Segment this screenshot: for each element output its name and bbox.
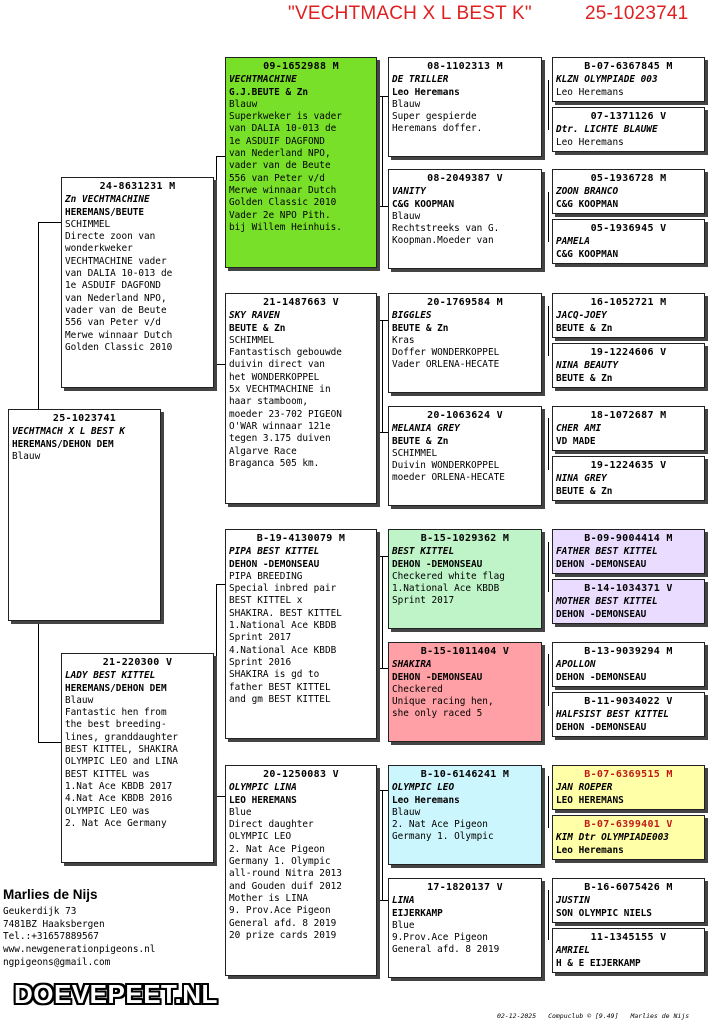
gen4-card[interactable] [552,57,705,102]
owner: BEUTE & Zn [556,372,613,384]
pigeon-name: BIGGLES [392,310,432,322]
ring-number: 16-1052721 M [590,297,667,308]
pigeon-name: JUSTIN [556,895,590,907]
gen3-card[interactable]: 08-1102313 M DE TRILLER Leo Heremans Blauw Super gespierde Heremans doffer. [388,57,542,157]
owner: LEO HEREMANS [556,794,624,806]
owner: HEREMANS/BEUTE [65,206,145,218]
breeder-info [3,889,155,970]
owner: G.J.BEUTE & Zn [229,86,309,98]
ring-number: B-13-9039294 M [584,646,673,657]
gen4-card[interactable] [552,878,705,923]
pigeon-name: OLYMPIC LEO [392,782,455,794]
gen4-card[interactable] [552,293,705,338]
gen3-card[interactable]: B-10-6146241 M OLYMPIC LEO Leo Heremans Blauw 2. Nat Ace Pigeon Germany 1. Olympic [388,765,542,865]
description: Blauw Superkweker is vader van DALIA 10-013 de 1e ASDUIF DAGFOND van Nederland NPO, vader van de Beute 556 van Peter v/d Merwe winnaar Dutch Golden Classic 2010 Vader 2e NPO Pith. bij Willem Heinhuis. [229,98,342,233]
ring-number: 05-1936728 M [590,173,667,184]
ring-number: 25-1023741 [52,413,117,424]
pigeon-name: VECHTMACH X L BEST K [12,426,125,438]
owner: Leo Heremans [392,86,460,98]
pigeon-name: FATHER BEST KITTEL [556,546,658,558]
pigeon-name: SKY RAVEN [229,310,280,322]
footer-date: 02-12-2025 [497,1012,537,1020]
owner: EIJERKAMP [392,907,443,919]
email-link[interactable]: ngpigeons@gmail.com [3,956,111,968]
connector [548,776,549,828]
owner: C&G KOOPMAN [556,248,619,260]
connector [216,156,217,364]
page-title [288,3,698,25]
owner: DEHON -DEMONSEAU [556,671,647,683]
ring-number: 21-1487663 V [263,297,339,308]
ring-number: 08-2049387 V [427,173,503,184]
connector [216,584,217,796]
owner: DEHON -DEMONSEAU [556,608,647,620]
connector [382,320,383,432]
ring-number: 20-1250083 V [263,769,339,780]
ring-number: 21-220300 V [102,657,173,668]
owner: SON OLYMPIC NIELS [556,907,652,919]
pigeon-name: KLZN OLYMPIADE 003 [556,74,658,86]
pigeon-name: BEST KITTEL [392,546,455,558]
owner: VD MADE [556,435,596,447]
gen3-card[interactable]: 20-1063624 V MELANIA GREY BEUTE & Zn SCHIMMEL Duivin WONDERKOPPEL moeder ORLENA-HECATE [388,406,542,506]
pigeon-name: VANITY [392,186,426,198]
phone-line: Tel.:+31657889567 [3,931,99,943]
connector [382,556,383,668]
connector [548,80,549,130]
granddam-maternal-card[interactable] [225,765,377,976]
owner: BEUTE & Zn [229,322,286,334]
owner: HEREMANS/DEHON DEM [12,438,114,450]
gen3-card[interactable]: 17-1820137 V LINA EIJERKAMP Blue 9.Prov.Ace Pigeon General afd. 8 2019 [388,878,542,978]
color: Blauw [12,450,41,462]
pigeon-name: LADY BEST KITTEL [65,670,156,682]
gen4-card[interactable] [552,928,705,973]
ring-number: B-16-6075426 M [584,882,673,893]
description: SCHIMMEL Directe zoon van wonderkweker VECHTMACHINE vader van DALIA 10-013 de 1e ASDUIF DAGFOND van Nederland NPO, vader van de Beute 556 van Peter v/d Merwe winnaar Dutch Golden Classic 2010 [65,218,173,353]
gen4-card[interactable] [552,815,705,860]
connector [38,222,39,410]
gen3-card[interactable]: B-15-1011404 V SHAKIRA DEHON -DEMONSEAU Checkered Unique racing hen, she only raced 5 [388,642,542,742]
pigeon-name: PIPA BEST KITTEL [229,546,320,558]
ring-number: 09-1652988 M [263,61,339,72]
pigeon-name: JAN ROEPER [556,782,613,794]
pigeon-name: APOLLON [556,659,596,671]
gen3-card[interactable]: 08-2049387 V VANITY C&G KOOPMAN Blauw Rechtstreeks van G. Koopman.Moeder van [388,169,542,269]
pigeon-name: OLYMPIC LINA [229,782,297,794]
pigeon-name: Zn VECHTMACHINE [65,194,150,206]
owner: BEUTE & Zn [392,435,449,447]
ring-number: B-15-1011404 V [420,646,510,657]
ring-number: 08-1102313 M [427,61,503,72]
connector [548,654,549,706]
gen4-card[interactable] [552,107,705,152]
watermark-logo: DOEVEPEET.NL [14,979,218,1009]
gen3-card[interactable]: B-15-1029362 M BEST KITTEL DEHON -DEMONSEAU Checkered white flag 1.National Ace KBDB Sprint 2017 [388,529,542,629]
ring-number: 20-1769584 M [427,297,503,308]
owner: C&G KOOPMAN [392,198,455,210]
grandsire-maternal-card[interactable] [225,529,377,739]
connector [38,742,62,743]
ring-number: B-14-1034371 V [584,583,673,594]
connector [38,222,62,223]
ring-number: B-11-9034022 V [584,696,673,707]
title-name: "VECHTMACH X L BEST K" [288,3,532,24]
gen4-card[interactable] [552,642,705,687]
description: SCHIMMEL Fantastisch gebouwde duivin direct van het WONDERKOPPEL 5x VECHTMACHINE in haar stamboom, moeder 23-702 PIGEON O'WAR winnaar 121e tegen 3.175 duiven Algarve Race Braganca 505 km. [229,334,342,469]
pigeon-name: DE TRILLER [392,74,449,86]
address-line: Geukerdijk 73 [3,905,77,917]
ring-number: 19-1224606 V [590,347,667,358]
ring-number: 18-1072687 M [590,410,667,421]
footer [497,1012,697,1020]
gen4-card[interactable] [552,219,705,264]
pigeon-name: Dtr. LICHTE BLAUWE [556,124,658,136]
connector [548,306,549,356]
breeder-name: Marlies de Nijs [3,887,98,902]
owner: Leo Heremans [556,844,624,856]
owner: Leo Heremans [556,86,624,98]
owner: BEUTE & Zn [556,322,613,334]
pigeon-name: ZOON BRANCO [556,186,619,198]
ring-number: B-19-4130079 M [256,533,346,544]
subject-pigeon-card[interactable] [8,409,161,621]
gen3-card[interactable]: 20-1769584 M BIGGLES BEUTE & Zn Kras Doffer WONDERKOPPEL Vader ORLENA-HECATE [388,293,542,393]
owner: DEHON -DEMONSEAU [556,558,647,570]
owner: DEHON -DEMONSEAU [556,721,647,733]
owner: Leo Heremans [556,136,624,148]
title-ring: 25-1023741 [585,3,689,24]
pigeon-name: PAMELA [556,236,590,248]
ring-number: B-09-9004414 M [584,533,673,544]
ring-number: 17-1820137 V [427,882,503,893]
owner: DEHON -DEMONSEAU [392,558,483,570]
owner: HEREMANS/DEHON DEM [65,682,167,694]
connector [548,418,549,470]
owner: DEHON -DEMONSEAU [392,671,483,683]
description: Blauw Fantastic hen from the best breeding- lines, granddaughter BEST KITTEL, SHAKIRA OLYMPIC LEO and LINA BEST KITTEL was 1.Nat Ace KBDB 2017 4.Nat Ace KBDB 2016 OLYMPIC LEO was 2. Nat Ace Germany [65,694,178,829]
ring-number: 07-1371126 V [590,111,667,122]
ring-number: 19-1224635 V [590,460,667,471]
pigeon-name: HALFSIST BEST KITTEL [556,709,669,721]
pigeon-name: AMRIEL [556,945,590,957]
connector [548,890,549,940]
description: Blue Direct daughter OLYMPIC LEO 2. Nat Ace Pigeon Germany 1. Olympic all-round Nitra 2013 and Gouden duif 2012 Mother is LINA 9. Prov.Ace Pigeon General afd. 8 2019 20 prize cards 2019 [229,806,342,941]
ring-number: 20-1063624 V [427,410,503,421]
gen4-card[interactable] [552,579,705,624]
pigeon-name: SHAKIRA [392,659,432,671]
owner: DEHON -DEMONSEAU [229,558,320,570]
pigeon-name: CHER AMI [556,423,602,435]
connector [548,542,549,592]
pigeon-name: NINA GREY [556,473,607,485]
gen4-card[interactable] [552,529,705,574]
ring-number: B-15-1029362 M [420,533,510,544]
pigeon-name: NINA BEAUTY [556,360,619,372]
pigeon-name: JACQ-JOEY [556,310,607,322]
pigeon-name: KIM Dtr OLYMPIADE003 [556,832,669,844]
granddam-paternal-card[interactable] [225,293,377,504]
gen4-card[interactable] [552,456,705,501]
gen4-card[interactable] [552,765,705,810]
owner: BEUTE & Zn [556,485,613,497]
pigeon-name: LINA [392,895,415,907]
ring-number: 24-8631231 M [99,181,176,192]
connector [548,192,549,242]
ring-number: B-07-6369515 M [584,769,673,780]
connector [382,790,383,900]
connector [38,620,39,742]
ring-number: 05-1936945 V [590,223,667,234]
pigeon-name: MOTHER BEST KITTEL [556,596,658,608]
pigeon-name: MELANIA GREY [392,423,460,435]
owner: BEUTE & Zn [392,322,449,334]
grandsire-paternal-card[interactable] [225,57,377,268]
owner: C&G KOOPMAN [556,198,619,210]
owner: Leo Heremans [392,794,460,806]
footer-author: Marlies de Nijs [630,1012,690,1020]
ring-number: B-07-6399401 V [584,819,673,830]
ring-number: 11-1345155 V [590,932,667,943]
gen4-card[interactable] [552,343,705,388]
footer-software: Compuclub © [9.49] [548,1012,619,1020]
owner: LEO HEREMANS [229,794,297,806]
postcode-line: 7481BZ Haaksbergen [3,918,105,930]
gen4-card[interactable] [552,169,705,214]
sire-card[interactable] [61,177,214,388]
ring-number: B-10-6146241 M [420,769,510,780]
pigeon-name: VECHTMACHINE [229,74,297,86]
gen4-card[interactable] [552,692,705,737]
connector [382,96,383,206]
gen4-card[interactable] [552,406,705,451]
owner: H & E EIJERKAMP [556,957,641,969]
website-link[interactable]: www.newgenerationpigeons.nl [3,944,156,956]
description: PIPA BREEDING Special inbred pair BEST KITTEL x SHAKIRA. BEST KITTEL 1.National Ace KBDB Sprint 2017 4.National Ace KBDB Sprint 2016 SHAKIRA is gd to father BEST KITTEL and gm BEST KITTEL [229,570,342,705]
dam-card[interactable] [61,653,214,863]
ring-number: B-07-6367845 M [584,61,673,72]
